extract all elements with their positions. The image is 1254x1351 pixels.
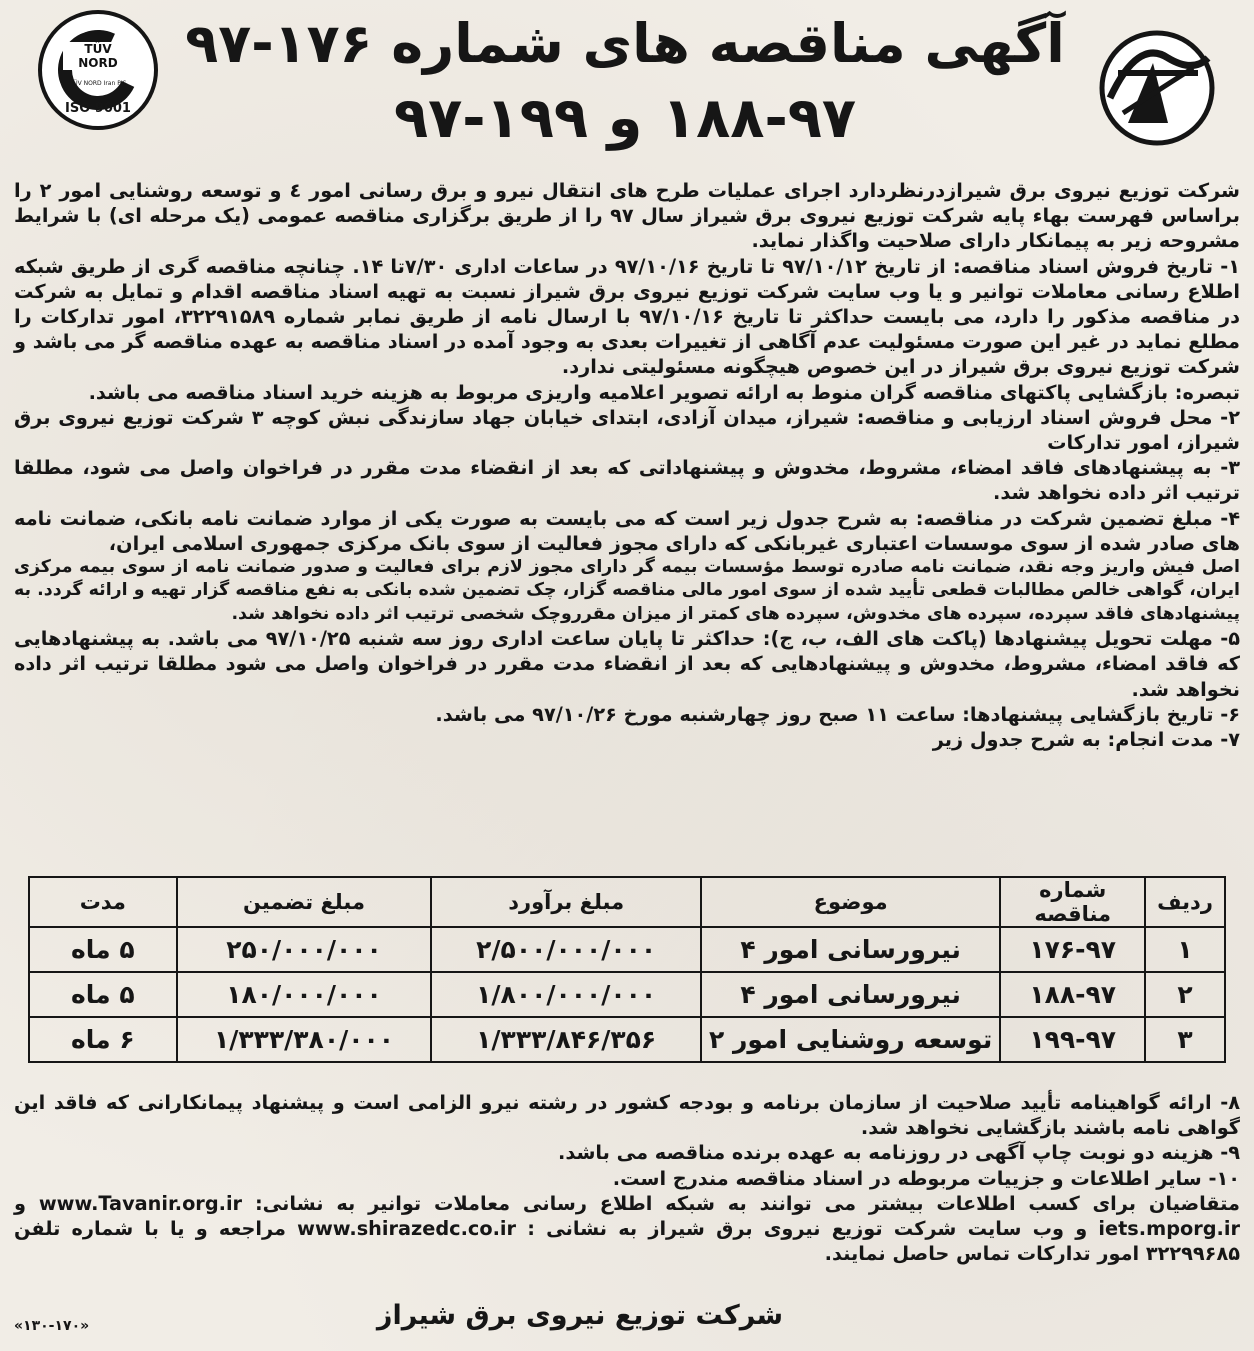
tavanir-link[interactable]: www.Tavanir.org.ir — [38, 1191, 243, 1215]
header-estimate: مبلغ برآورد — [431, 877, 701, 927]
cell-tender-no: ۱۸۸-۹۷ — [1000, 972, 1145, 1017]
item-10: ۱۰- سایر اطلاعات و جزییات مربوطه در اسناد مناقصه مندرج است. — [612, 1166, 1240, 1190]
shirazedc-link[interactable]: www.shirazedc.co.ir — [297, 1217, 517, 1241]
table-header-row — [29, 877, 1225, 927]
title-line-2: ۱۸۸-۹۷ و ۱۹۹-۹۷ — [393, 86, 857, 151]
cell-tender-no: ۱۷۶-۹۷ — [1000, 927, 1145, 972]
ad-body — [14, 178, 1240, 752]
item-1 — [14, 254, 1240, 380]
cell-estimate: ۱/۸۰۰/۰۰۰/۰۰۰ — [431, 972, 701, 1017]
cell-guarantee: ۱۸۰/۰۰۰/۰۰۰ — [177, 972, 432, 1017]
item-2-label: ۲- محل فروش اسناد ارزیابی و مناقصه: — [856, 405, 1240, 429]
contact-text-d: مراجعه و یا با شماره تلفن ۳۲۲۹۹۶۸۵ امور تدارکات تماس حاصل نمایند. — [14, 1217, 1240, 1266]
item-2-text: شیراز، میدان آزادی، ابتدای خیابان جهاد سازندگی نبش کوچه ۳ شرکت توزیع نیروی برق شیراز، امور تدارکات — [14, 405, 1240, 455]
item-4-label: ۴- مبلغ تضمین شرکت در مناقصه: — [915, 506, 1240, 530]
cell-estimate: ۱/۳۳۳/۸۴۶/۳۵۶ — [431, 1017, 701, 1062]
table-row — [29, 972, 1225, 1017]
cell-guarantee: ۱/۳۳۳/۳۸۰/۰۰۰ — [177, 1017, 432, 1062]
item-5-label: ۵- مهلت تحویل پیشنهادها (پاکت های الف، ب، ج): — [762, 627, 1240, 651]
tuv-nord-iso-logo — [38, 10, 158, 130]
company-signature: شرکت توزیع نیروی برق شیراز — [376, 1300, 784, 1331]
item-6-label: ۶- تاریخ بازگشایی پیشنهادها: — [962, 702, 1240, 726]
cell-estimate: ۲/۵۰۰/۰۰۰/۰۰۰ — [431, 927, 701, 972]
header-duration: مدت — [29, 877, 177, 927]
header-subject: موضوع — [701, 877, 1000, 927]
ad-title — [175, 6, 1075, 156]
cell-duration: ۵ ماه — [29, 927, 177, 972]
cell-subject: توسعه روشنایی امور ۲ — [701, 1017, 1000, 1062]
title-line-1: آگهی مناقصه های شماره ۱۷۶-۹۷ — [185, 12, 1065, 75]
contact-text-b: و — [14, 1191, 26, 1215]
cell-tender-no: ۱۹۹-۹۷ — [1000, 1017, 1145, 1062]
iets-link[interactable]: iets.mporg.ir — [1098, 1217, 1241, 1241]
item-4 — [14, 506, 1240, 556]
cell-duration: ۶ ماه — [29, 1017, 177, 1062]
tender-table — [28, 876, 1226, 1063]
item-9: ۹- هزینه دو نوبت چاپ آگهی در روزنامه به عهده برنده مناقصه می باشد. — [558, 1141, 1240, 1165]
cell-subject: نیرورسانی امور ۴ — [701, 927, 1000, 972]
item-1-label: ۱- تاریخ فروش اسناد مناقصه: — [952, 254, 1241, 278]
header-row-no: ردیف — [1145, 877, 1225, 927]
header-guarantee: مبلغ تضمین — [177, 877, 432, 927]
cell-duration: ۵ ماه — [29, 972, 177, 1017]
cell-guarantee: ۲۵۰/۰۰۰/۰۰۰ — [177, 927, 432, 972]
note-label: تبصره: — [1174, 380, 1240, 404]
item-7: ۷- مدت انجام: به شرح جدول زیر — [932, 728, 1240, 752]
ad-header — [0, 0, 1254, 170]
ad-tail — [14, 1090, 1240, 1266]
cell-row-no: ۳ — [1145, 1017, 1225, 1062]
logo-small-text: TÜV NORD Iran PJS — [69, 80, 127, 87]
ad-code: «۱۳۰-۱۷۰» — [14, 1318, 90, 1334]
logo-iso-text: ISO 9001 — [65, 101, 131, 116]
contact-paragraph — [14, 1191, 1240, 1267]
item-2 — [14, 405, 1240, 455]
item-8: ۸- ارائه گواهینامه تأیید صلاحیت از سازمان برنامه و بودجه کشور در رشته نیرو الزامی است و پیشنهاد پیمانکارانی که فاقد این گواهی نامه باشند بازگشایی نخواهد شد. — [14, 1091, 1240, 1140]
intro-paragraph: شرکت توزیع نیروی برق شیرازدرنظردارد اجرای عملیات طرح های انتقال نیرو و برق رسانی امور ٤ و توسعه روشنایی امور ۲ را براساس فهرست بهاء پایه شرکت توزیع نیروی برق شیراز سال ۹۷ را از طریق برگزاری مناقصه عمومی (یک مرحله ای) با شرایط مشروحه زیر به پیمانکار دارای صلاحیت واگذار نماید. — [14, 179, 1241, 253]
item-4-text-1: به شرح جدول زیر است که می بایست به صورت یکی از موارد ضمانت نامه بانکی، ضمانت نامه های صادر شده از سوی موسسات اعتباری غیربانکی که دارای مجوز فعالیت از سوی بانک مرکزی جمهوری اسلامی ایران، — [14, 506, 1240, 555]
cell-row-no: ۱ — [1145, 927, 1225, 972]
logo-brand-text: TÜV NORD — [63, 42, 133, 70]
item-3: ۳- به پیشنهادهای فاقد امضاء، مشروط، مخدوش و پیشنهاداتی که بعد از انقضاء مدت مقرر در فراخوان واصل می شود، مطلقا ترتیب اثر داده نخواهد شد. — [14, 456, 1240, 505]
table-row — [29, 1017, 1225, 1062]
table-row — [29, 927, 1225, 972]
power-company-logo-icon — [1098, 28, 1216, 148]
item-5-text: حداکثر تا پایان ساعت اداری روز سه شنبه ۹۷/۱۰/۲۵ می باشد. به پیشنهادهایی که فاقد امضاء، مشروط، مخدوش و پیشنهادهایی که بعد از انقضاء مدت مقرر در فراخوان واصل می شود مطلقا ترتیب اثر داده نخواهد شد. — [14, 627, 1240, 701]
note-text: بازگشایی پاکتهای مناقصه گران منوط به ارائه تصویر اعلامیه واریزی مربوط به هزینه خرید اسناد مناقصه می باشد. — [88, 380, 1169, 404]
cell-row-no: ۲ — [1145, 972, 1225, 1017]
note — [14, 380, 1240, 405]
contact-text-a: متقاضیان برای کسب اطلاعات بیشتر می توانند به شبکه اطلاع رسانی معاملات توانیر به نشانی: — [254, 1191, 1240, 1215]
header-tender-no: شماره مناقصه — [1000, 877, 1145, 927]
item-1-text: از تاریخ ۹۷/۱۰/۱۲ تا تاریخ ۹۷/۱۰/۱۶ در ساعات اداری ۷/۳۰تا ۱۴. چنانچه مناقصه گری از طریق شبکه اطلاع رسانی معاملات توانیر و یا وب سایت شرکت توزیع نیروی برق شیراز نسبت به تهیه اسناد مناقصه اقدام و تمایل به شرکت در مناقصه مذکور را دارد، می بایست حداکثر تا تاریخ ۹۷/۱۰/۱۶ با ارسال نامه از طریق نمابر شماره ۳۲۲۹۱۵۸۹، امور تدارکات را مطلع نماید در غیر این صورت مسئولیت عدم آگاهی از تغییرات بعدی به وجود آمده در اسناد مناقصه به عهده مناقصه گر می باشد و شرکت توزیع نیروی برق شیراز در این خصوص هیچگونه مسئولیتی ندارد. — [14, 254, 1241, 379]
item-6-text: ساعت ۱۱ صبح روز چهارشنبه مورخ ۹۷/۱۰/۲۶ می باشد. — [435, 702, 956, 726]
cell-subject: نیرورسانی امور ۴ — [701, 972, 1000, 1017]
item-6 — [14, 702, 1240, 727]
item-5 — [14, 626, 1240, 702]
item-4-text-2: اصل فیش واریز وجه نقد، ضمانت نامه صادره توسط مؤسسات بیمه گر دارای مجوز لازم برای فعالیت و صدور ضمانت نامه از سوی بیمه مرکزی ایران، گواهی خالص مطالبات قطعی تأیید شده از سوی امور مالی مناقصه گزار، چک تضمین شده بانکی به نفع مناقصه گزار تهیه و ارائه گردد. به پیشنهادهای فاقد سپرده، سپرده های مخدوش، سپرده های کمتر از میزان مقرروچک شخصی ترتیب اثر داده نخواهد شد. — [14, 557, 1240, 624]
contact-text-c: و وب سایت شرکت توزیع نیروی برق شیراز به نشانی : — [527, 1217, 1088, 1241]
